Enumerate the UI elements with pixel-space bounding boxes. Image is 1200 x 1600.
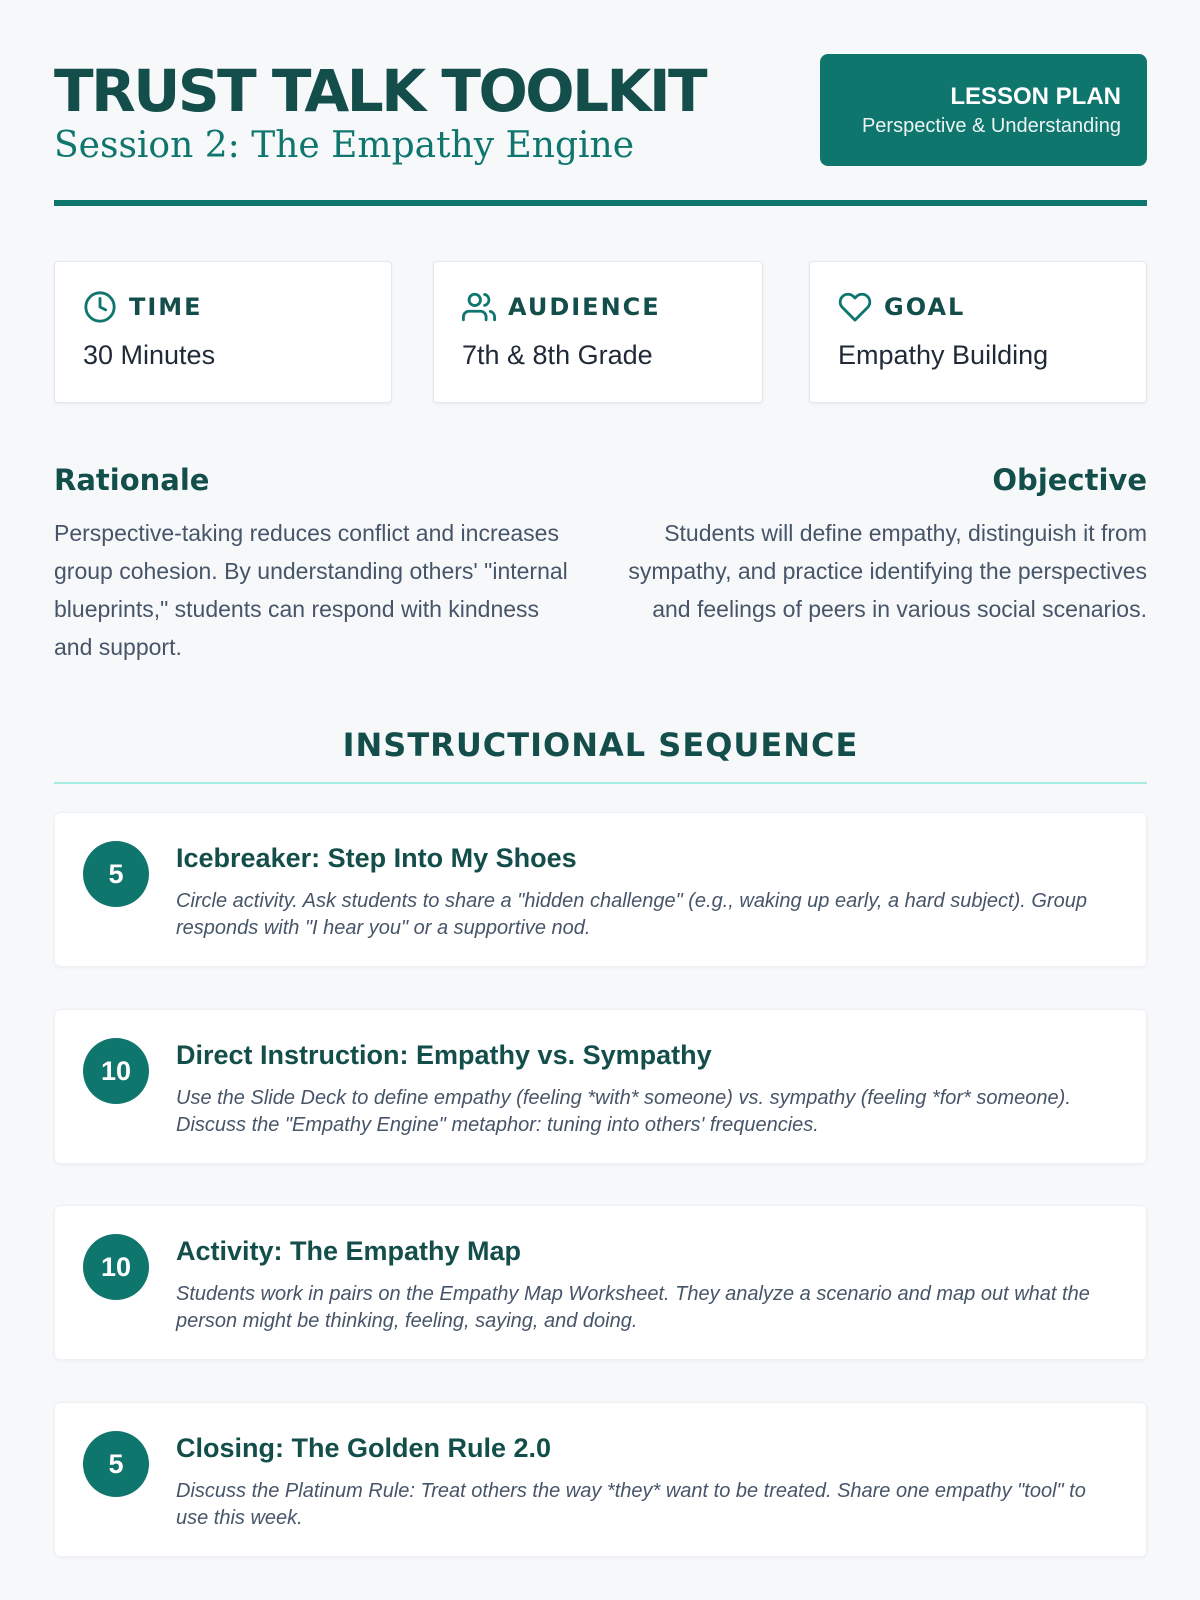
meta-label: GOAL <box>884 293 966 321</box>
clock-icon <box>83 290 117 324</box>
sequence-step <box>54 812 1147 967</box>
meta-value: 7th & 8th Grade <box>462 340 653 370</box>
step-description: Discuss the Platinum Rule: Treat others the way *they* want to be treated. Share one empathy "tool" to use this week. <box>176 1480 1086 1529</box>
objective-text: Students will define empathy, distinguish it from sympathy, and practice identifying the perspectives and feelings of peers in various social scenarios. <box>628 520 1147 622</box>
objective-section <box>627 458 1147 628</box>
heart-icon <box>838 290 872 324</box>
meta-label: AUDIENCE <box>508 293 661 321</box>
rationale-heading: Rationale <box>54 463 210 497</box>
objective-heading: Objective <box>992 463 1147 497</box>
lesson-plan-page <box>54 0 1147 1600</box>
lesson-plan-badge <box>820 54 1147 166</box>
badge-title: LESSON PLAN <box>950 83 1121 110</box>
meta-cards <box>54 261 1147 403</box>
rationale-section <box>54 458 574 666</box>
meta-card-audience <box>433 261 763 403</box>
step-title: Activity: The Empathy Map <box>176 1236 522 1266</box>
step-description: Circle activity. Ask students to share a "hidden challenge" (e.g., waking up early, a hard subject). Group responds with "I hear you" or a supportive nod. <box>176 890 1087 939</box>
page-title: TRUST TALK TOOLKIT <box>54 57 706 125</box>
sequence-step <box>54 1402 1147 1557</box>
meta-label: TIME <box>129 293 203 321</box>
meta-card-goal <box>809 261 1147 403</box>
step-minutes-badge: 10 <box>83 1234 149 1300</box>
header <box>54 54 1147 204</box>
header-divider <box>54 200 1147 206</box>
users-icon <box>462 290 496 324</box>
meta-value: Empathy Building <box>838 340 1049 370</box>
step-minutes-badge: 10 <box>83 1038 149 1104</box>
session-subtitle: Session 2: The Empathy Engine <box>54 125 635 166</box>
step-title: Direct Instruction: Empathy vs. Sympathy <box>176 1040 712 1070</box>
step-description: Students work in pairs on the Empathy Map Worksheet. They analyze a scenario and map out what the person might be thinking, feeling, saying, and doing. <box>176 1283 1090 1332</box>
sequence-divider <box>54 782 1147 784</box>
step-description: Use the Slide Deck to define empathy (feeling *with* someone) vs. sympathy (feeling *for* someone). Discuss the "Empathy Engine" metaphor: tuning into others' frequencies. <box>176 1087 1071 1136</box>
step-title: Icebreaker: Step Into My Shoes <box>176 843 577 873</box>
sequence-step <box>54 1009 1147 1164</box>
meta-card-time <box>54 261 392 403</box>
badge-subtitle: Perspective & Understanding <box>861 115 1121 137</box>
meta-value: 30 Minutes <box>83 340 216 370</box>
step-title: Closing: The Golden Rule 2.0 <box>176 1433 552 1463</box>
step-minutes-badge: 5 <box>83 841 149 907</box>
step-minutes-badge: 5 <box>83 1431 149 1497</box>
rationale-text: Perspective-taking reduces conflict and increases group cohesion. By understanding others' "internal blueprints," students can respond with kindness and support. <box>54 520 568 660</box>
sequence-heading: INSTRUCTIONAL SEQUENCE <box>342 726 859 764</box>
sequence-step <box>54 1205 1147 1360</box>
